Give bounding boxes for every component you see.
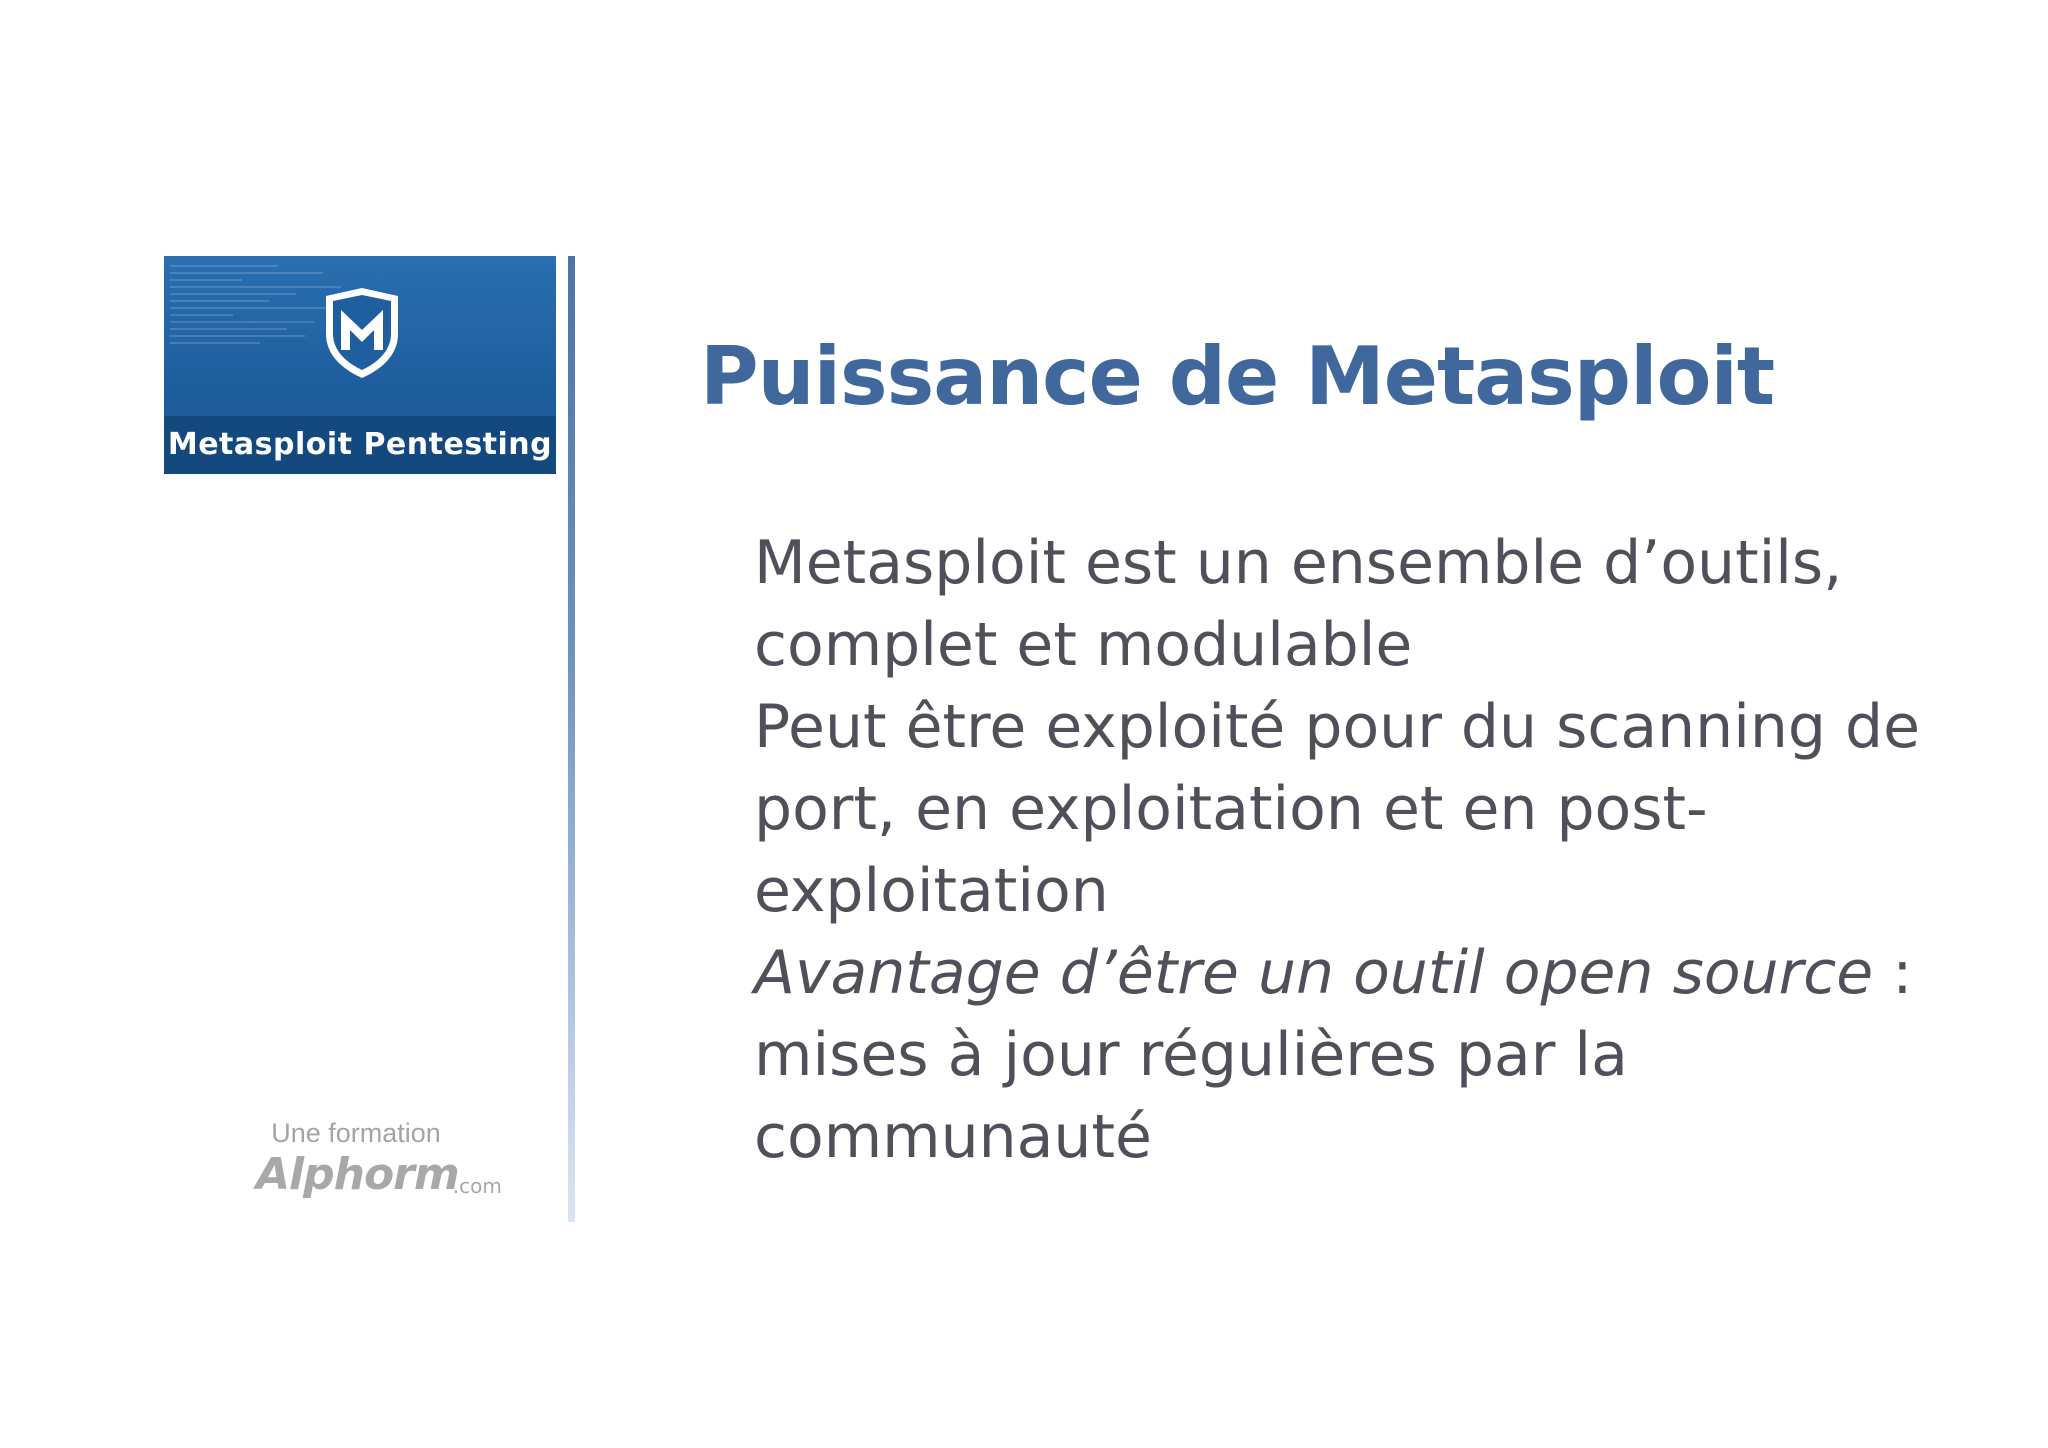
course-badge — [164, 256, 556, 474]
brand-caption: Une formation — [271, 1118, 441, 1148]
badge-label: Metasploit Pentesting — [167, 427, 553, 462]
advantage-separator: : — [1873, 938, 1913, 1008]
logo-suffix: .com — [452, 1174, 502, 1198]
slide-title: Puissance de Metasploit — [700, 330, 1775, 423]
metasploit-shield-icon — [322, 286, 402, 380]
advantage-lead: Avantage d’être un outil open source — [754, 938, 1874, 1008]
paragraph-2: Peut être exploité pour du scanning de port, en exploitation et en post-exploitation — [754, 692, 1921, 926]
slide-body — [754, 522, 1974, 1178]
advantage-rest: mises à jour régulières par la communauté — [754, 1020, 1628, 1172]
paragraph-1: Metasploit est un ensemble d’outils, complet et modulable — [754, 528, 1843, 680]
branding — [256, 1118, 502, 1200]
vertical-divider — [568, 256, 575, 1222]
paragraph-3 — [754, 932, 1974, 1178]
alphorm-logo — [256, 1149, 502, 1200]
logo-text: Alphorm — [256, 1149, 459, 1200]
